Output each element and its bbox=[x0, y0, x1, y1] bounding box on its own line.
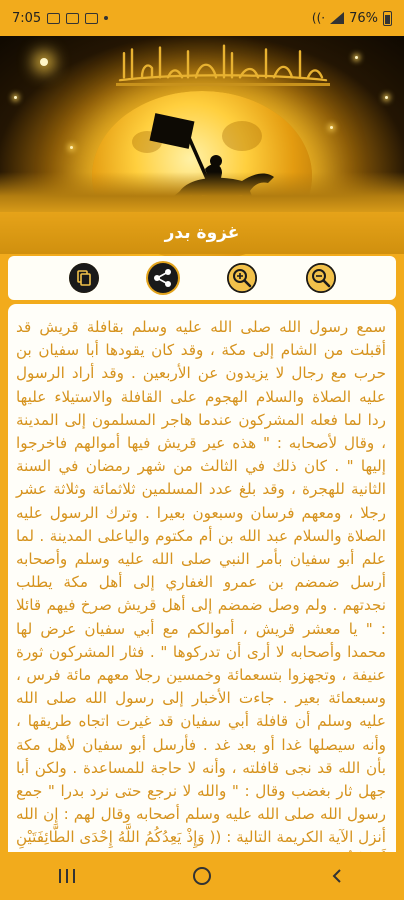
star-icon bbox=[70, 146, 73, 149]
page-title: غزوة بدر bbox=[164, 223, 240, 243]
zoom-out-icon bbox=[306, 263, 336, 293]
star-icon bbox=[385, 96, 388, 99]
wifi-icon: ((· bbox=[311, 11, 326, 25]
telegram-icon bbox=[85, 13, 98, 24]
battery-percent: 76% bbox=[349, 10, 378, 26]
star-icon bbox=[14, 96, 17, 99]
toolbar bbox=[8, 256, 396, 300]
title-bar bbox=[0, 212, 404, 254]
recent-apps-button[interactable] bbox=[47, 856, 87, 896]
zoom-out-button[interactable] bbox=[306, 263, 336, 293]
home-icon bbox=[193, 867, 211, 885]
gallery-icon bbox=[47, 13, 60, 24]
youtube-icon bbox=[66, 13, 79, 24]
banner-horizon bbox=[0, 172, 404, 212]
copy-icon bbox=[69, 263, 99, 293]
status-time: 7:05 bbox=[12, 10, 42, 26]
back-icon bbox=[329, 868, 345, 884]
copy-button[interactable] bbox=[69, 263, 99, 293]
status-bar bbox=[0, 0, 404, 36]
star-icon bbox=[330, 126, 333, 129]
notification-dot-icon bbox=[104, 16, 108, 20]
article-container[interactable] bbox=[8, 304, 396, 852]
calligraphy-logo bbox=[116, 40, 330, 86]
status-right bbox=[312, 11, 392, 26]
star-icon bbox=[40, 58, 48, 66]
share-icon bbox=[148, 263, 178, 293]
header-banner-image bbox=[0, 36, 404, 212]
back-button[interactable] bbox=[317, 856, 357, 896]
star-icon bbox=[355, 56, 358, 59]
recent-apps-icon bbox=[59, 869, 61, 883]
zoom-in-icon bbox=[227, 263, 257, 293]
share-button[interactable] bbox=[148, 263, 178, 293]
battery-icon bbox=[383, 11, 392, 26]
system-nav-bar bbox=[0, 852, 404, 900]
zoom-in-button[interactable] bbox=[227, 263, 257, 293]
home-button[interactable] bbox=[182, 856, 222, 896]
status-left bbox=[12, 11, 108, 26]
signal-icon bbox=[330, 12, 344, 24]
article-text: سمع رسول الله صلى الله عليه وسلم بقافلة قريش قد أقبلت من الشام إلى مكة ، وقد كان يقودها أبا سفيان بن حرب مع رجال لا يزيدون عن الأربعين . وقد أراد الرسول عليه الصلاة والسلام الهجوم على القافلة والاستيلاء عليها ردا لما فعله المشركون عندما هاجر المسلمون إلى المدينة ، وقال لأصحابه : " هذه عير قريش فيها أموالهم فاخرجوا إليها " . كان ذلك في الثالث من شهر رمضان في السنة الثانية للهجرة ، وقد بلغ عدد المسلمين ثلاثمائة وثلاثة عشر رجلا ، ومعهم فرسان وسبعون بعيرا . وترك الرسول عليه الصلاة والسلام عبد الله بن أم مكتوم والياعلى المدينة . لما علم أبو سفيان بأمر النبي صلى الله عليه وسلم وأصحابه أرسل ضمضم بن عمرو الغفاري إلى أهل مكة يطلب نجدتهم . ولم وصل ضمضم إلى أهل قريش صرخ فيهم قائلا : " يا معشر قريش ، أموالكم مع أبي سفيان عرض لها محمدا وأصحابه لا أرى أن تدركوها " . فثار المشركون ثورة عنيفة ، وتجهزوا بتسعمائة وخمسين رجلا معهم مائة فرس ، وسبعمائة بعير . جاءت الأخبار إلى رسول الله صلى الله عليه وسلم أن قافلة أبي سفيان قد غيرت اتجاه طريقها ، وأنه سيصلها غدا أو بعد غد . فأرسل أبو سفيان لأهل مكة بأن الله قد نجى قافلته ، وأنه لا حاجة للمساعدة . ولكن أبا جهل ثار بغضب وقال : " والله لا نرجع حتى نرد بدرا " جمع رسول الله صلى الله عليه وسلم أصحابه وقال لهم : إن الله أنزل الآية الكريمة التالية : (( وَإِذْ يَعِدُكُمُ اللَّهُ إِحْدَى الطَّائِفَتَيْنِ bbox=[16, 318, 386, 847]
